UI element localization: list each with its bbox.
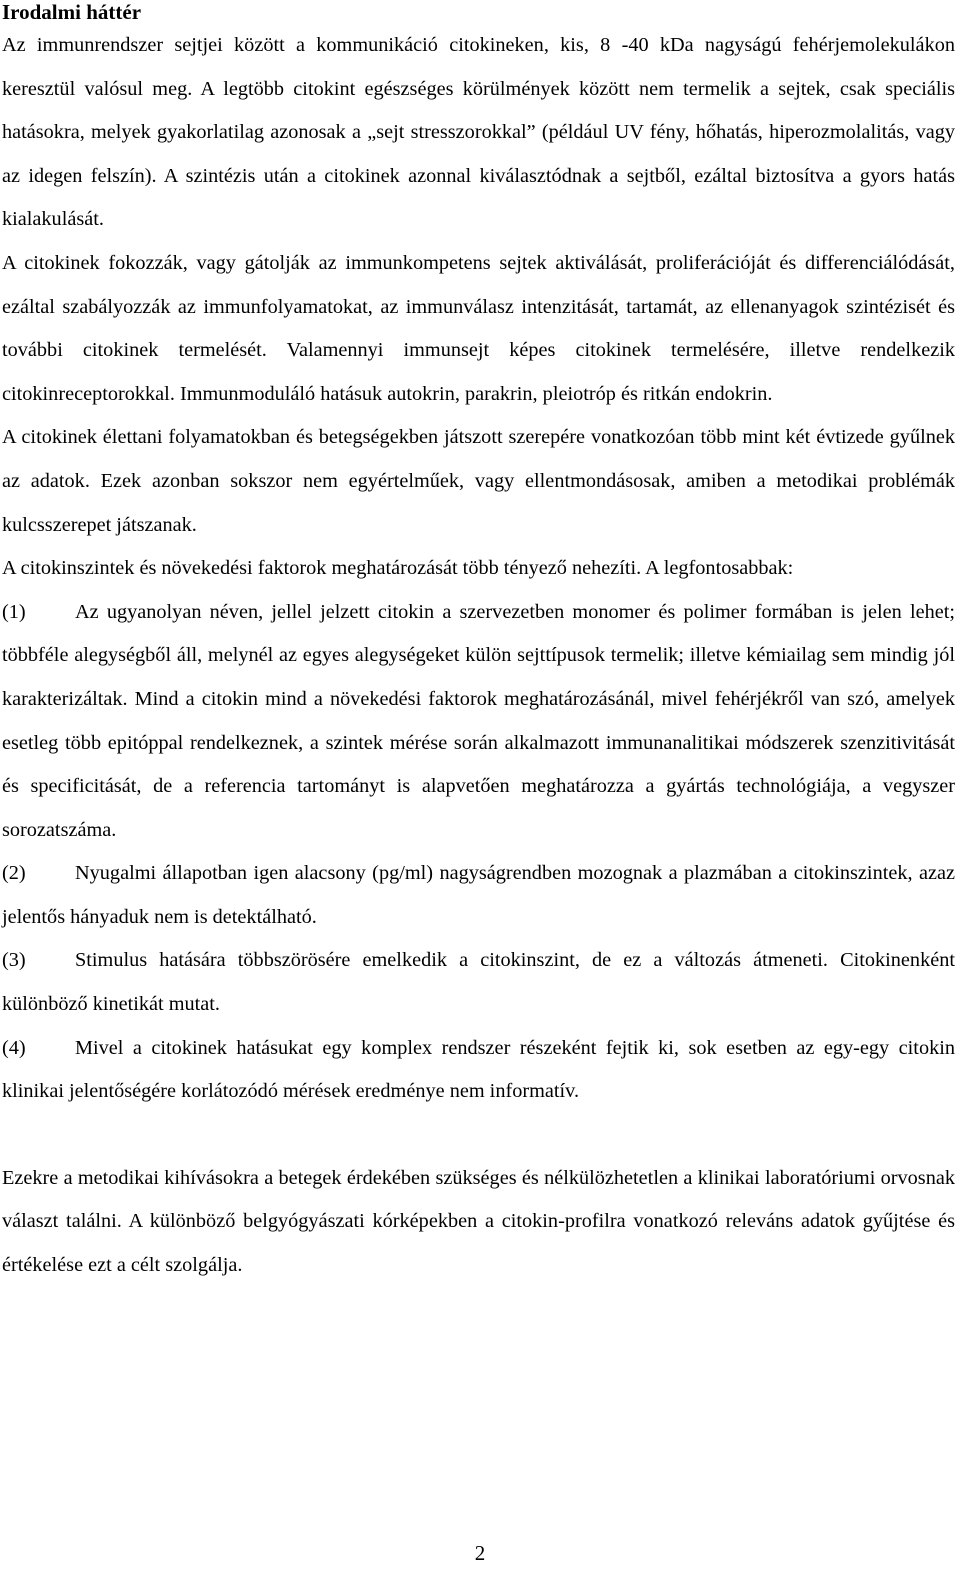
list-text: Nyugalmi állapotban igen alacsony (pg/ml) nagyságrendben mozognak a plazmában a citokinszintek, azaz jelentős hányaduk nem is detektálható. — [2, 862, 955, 928]
list-item-2 — [2, 852, 955, 939]
list-number: (4) — [2, 1036, 26, 1059]
paragraph-intro: Az immunrendszer sejtjei között a kommunikáció citokineken, kis, 8 -40 kDa nagyságú fehérjemolekulákon keresztül valósul meg. A legtöbb citokint egészséges körülmények között nem termelik a sejtek, csak speciális hatásokra, melyek gyakorlatilag azonosak a „sejt stresszorokkal” (például UV fény, hőhatás, hiperozmolalitás, vagy az idegen felszín). A szintézis után a citokinek azonnal kiválasztódnak a sejtből, ezáltal biztosítva a gyors hatás kialakulását. — [2, 34, 955, 231]
list-number: (2) — [2, 862, 26, 885]
list-number: (3) — [2, 949, 26, 972]
paragraph-difficulties: A citokinszintek és növekedési faktorok meghatározását több tényező nehezíti. A legfontosabbak: — [2, 557, 794, 580]
list-text: Az ugyanolyan néven, jellel jelzett citokin a szervezetben monomer és polimer formában is jelen lehet; többféle alegységből áll, melynél az egyes alegységeket külön sejttípusok termelik; illetve kémiailag sem mindig jól karakterizáltak. Mind a citokin mind a növekedési faktorok meghatározásánál, mivel fehérjékről van szó, amelyek esetleg több epitóppal rendelkeznek, a szintek mérése során alkalmazott immunanalitikai módszerek szenzitivitását és specificitását, de a referencia tartományt is alapvetően meghatározza a gyártás technológiája, a vegyszer sorozatszáma. — [2, 600, 955, 841]
list-item-4 — [2, 1027, 955, 1114]
list-text: Mivel a citokinek hatásukat egy komplex rendszer részeként fejtik ki, sok esetben az egy-egy citokin klinikai jelentőségére korlátozódó mérések eredménye nem informatív. — [2, 1036, 955, 1103]
paragraph-evidence: A citokinek élettani folyamatokban és betegségekben játszott szerepére vonatkozóan több mint két évtizede gyűlnek az adatok. Ezek azonban sokszor nem egyértelműek, vagy ellentmondásosak, amiben a metodikai problémák kulcsszerepet játszanak. — [2, 426, 955, 536]
page-number: 2 — [474, 1541, 486, 1565]
list-item-1 — [2, 591, 955, 853]
section-heading: Irodalmi háttér — [2, 0, 142, 24]
paragraph-functions: A citokinek fokozzák, vagy gátolják az immunkompetens sejtek aktiválását, proliferációját és differenciálódását, ezáltal szabályozzák az immunfolyamatokat, az immunválasz intenzitását, tartamát, az ellenanyagok szintézisét és további citokinek termelését. Valamennyi immunsejt képes citokinek termelésére, illetve rendelkezik citokinreceptorokkal. Immunmoduláló hatásuk autokrin, parakrin, pleiotróp és ritkán endokrin. — [2, 251, 955, 405]
list-text: Stimulus hatására többszörösére emelkedik a citokinszint, de ez a változás átmeneti. Citokinenként különböző kinetikát mutat. — [2, 949, 955, 1016]
list-number: (1) — [2, 600, 26, 623]
list-item-3 — [2, 939, 955, 1026]
spacer — [2, 1114, 955, 1157]
paragraph-closing: Ezekre a metodikai kihívásokra a betegek érdekében szükséges és nélkülözhetetlen a klinikai laboratóriumi orvosnak választ találni. A különböző belgyógyászati kórképekben a citokin-profilra vonatkozó releváns adatok gyűjtése és értékelése ezt a célt szolgálja. — [2, 1166, 955, 1277]
